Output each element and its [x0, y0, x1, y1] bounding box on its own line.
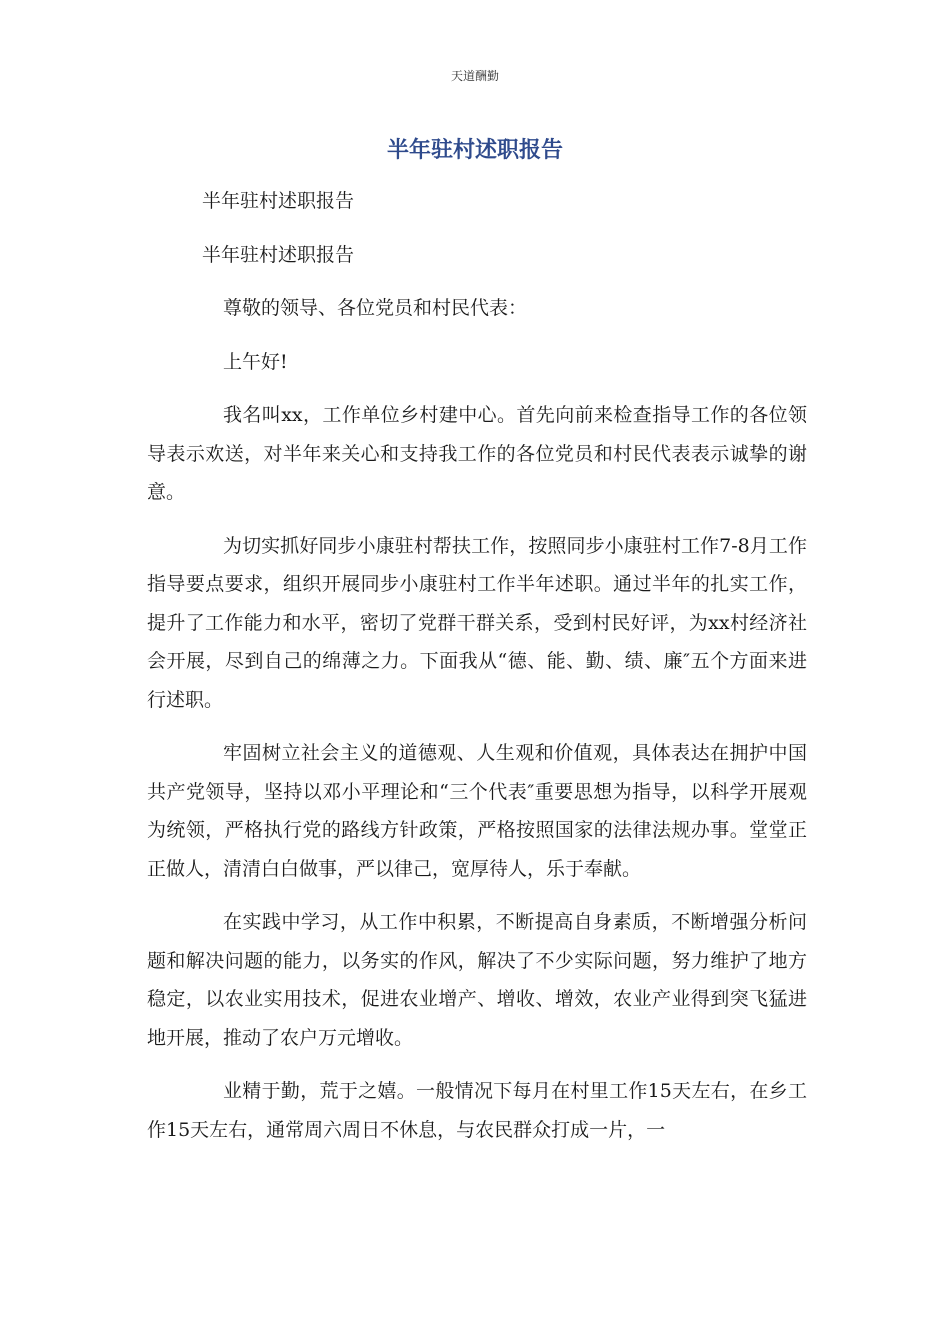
paragraph-morality: 牢固树立社会主义的道德观、人生观和价值观，具体表达在拥护中国共产党领导，坚持以邓小平理论和“三个代表″重要思想为指导，以科学开展观为统领，严格执行党的路线方针政策，严格按照国家的法律法规办事。堂堂正正做人，清清白白做事，严以律己，宽厚待人，乐于奉献。 [147, 742, 807, 880]
subtitle-line: 半年驻村述职报告 [202, 190, 355, 212]
paragraph-overview: 为切实抓好同步小康驻村帮扶工作，按照同步小康驻村工作7-8月工作指导要点要求，组织开展同步小康驻村工作半年述职。通过半年的扎实工作，提升了工作能力和水平，密切了党群干群关系，受到村民好评，为xx村经济社会开展，尽到自己的绵薄之力。下面我从“德、能、勤、绩、廉″五个方面来进行述职。 [147, 534, 807, 711]
subtitle-line: 半年驻村述职报告 [202, 243, 355, 266]
document-title: 半年驻村述职报告 [386, 137, 563, 163]
paragraph-diligence: 业精于勤，荒于之嬉。一般情况下每月在村里工作15天左右，在乡工作15天左右，通常周六周日不休息，与农民群众打成一片，一 [147, 1080, 807, 1141]
salutation: 尊敬的领导、各位党员和村民代表： [223, 297, 528, 319]
paragraph-ability: 在实践中学习，从工作中积累，不断提高自身素质，不断增强分析问题和解决问题的能力，以务实的作风，解决了不少实际问题，努力维护了地方稳定，以农业实用技术，促进农业增产、增收、增效，农业产业得到突飞猛进地开展，推动了农户万元增收。 [147, 911, 807, 1049]
page-header: 天道酬勤 [450, 69, 499, 83]
paragraph-introduction: 我名叫xx，工作单位乡村建中心。首先向前来检查指导工作的各位领导表示欢送，对半年来关心和支持我工作的各位党员和村民代表表示诚挚的谢意。 [147, 404, 807, 503]
greeting: 上午好! [223, 350, 288, 373]
document-body [147, 182, 807, 1164]
